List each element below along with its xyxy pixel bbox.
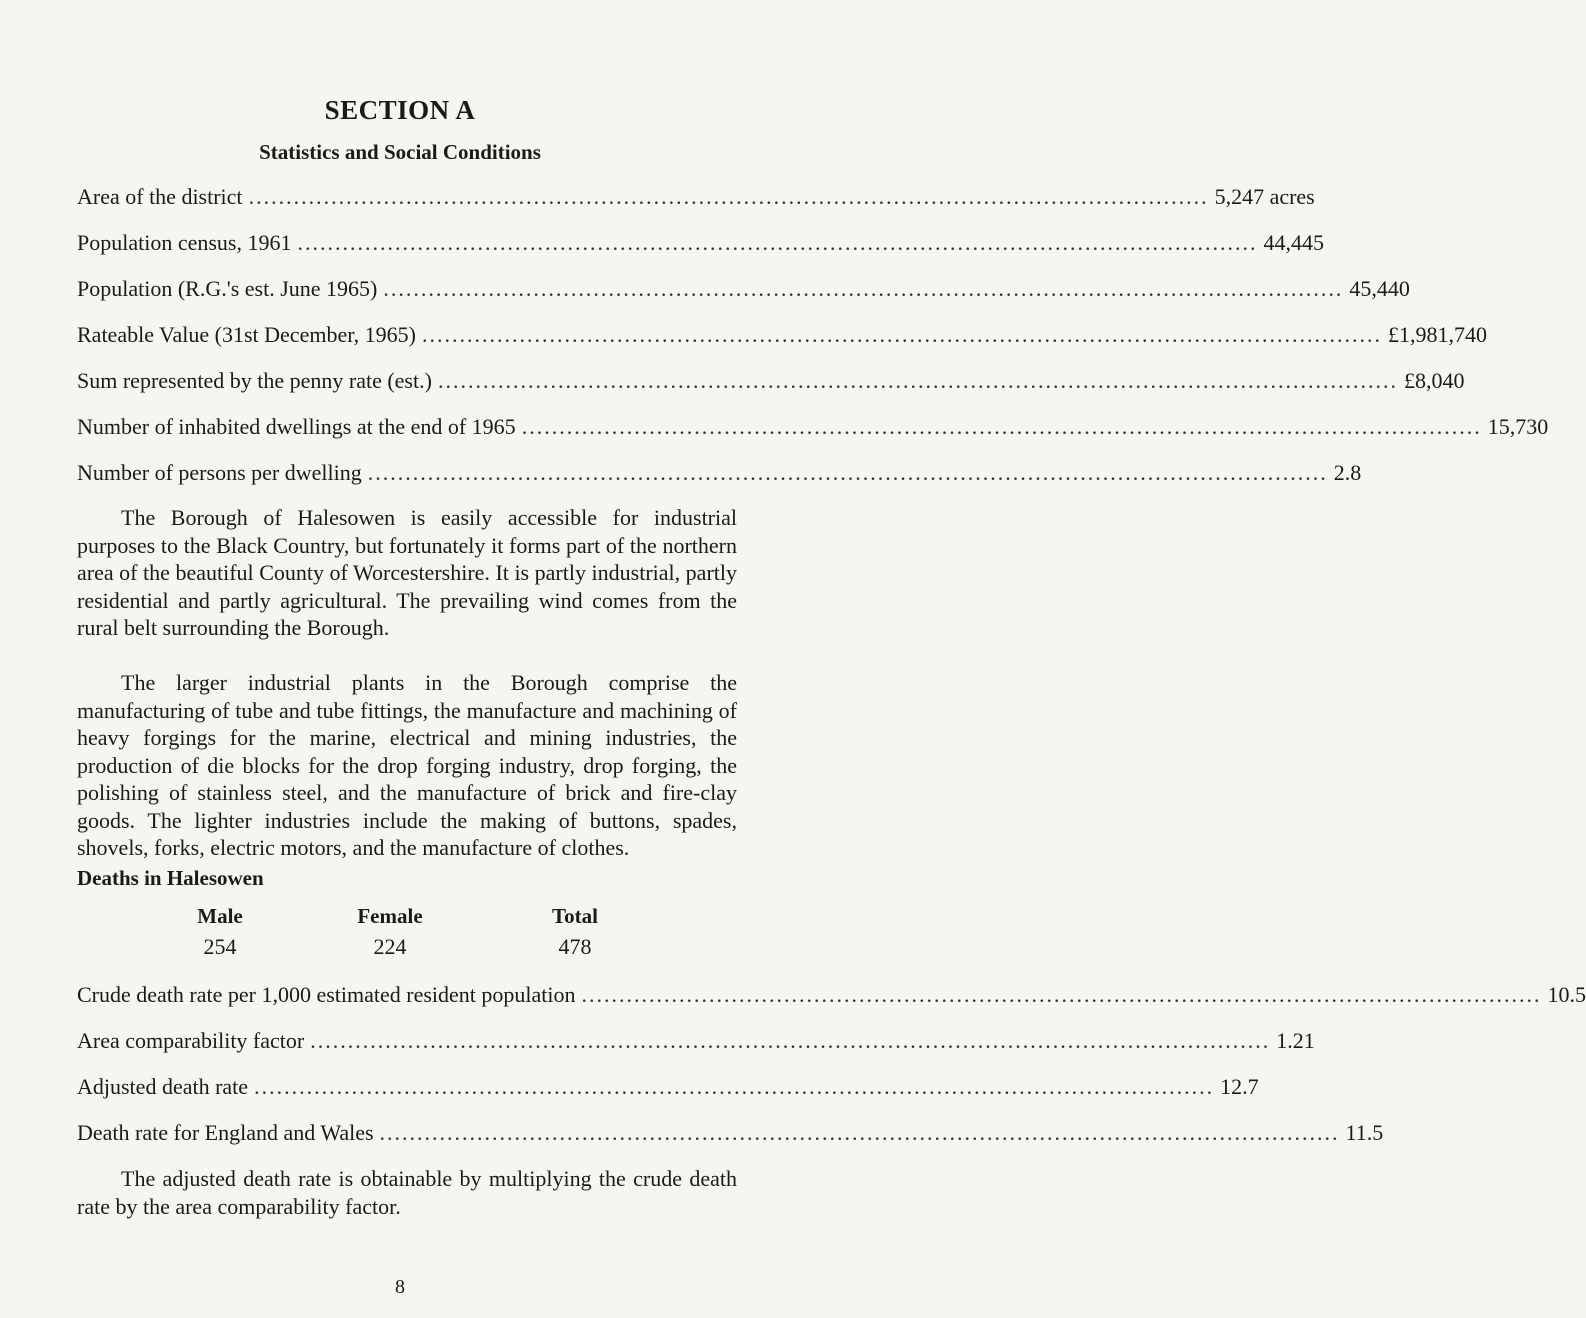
deaths-column-value: 224	[373, 934, 407, 959]
stat-label: Population (R.G.'s est. June 1965)	[77, 276, 378, 301]
stat-label: Number of persons per dwelling	[77, 460, 362, 485]
stat-value: 5,247 acres	[1214, 184, 1315, 209]
section-subtitle: Statistics and Social Conditions	[259, 140, 541, 164]
rate-value: 12.7	[1220, 1074, 1259, 1099]
rate-row-crude-death-rate	[77, 982, 1586, 1008]
deaths-heading: Deaths in Halesowen	[77, 866, 264, 890]
stat-value: 44,445	[1263, 230, 1324, 255]
dot-leader: ................................................................................................................................	[383, 276, 1344, 301]
deaths-column-header: Total	[552, 904, 598, 928]
rate-row-adjusted-death-rate	[77, 1074, 1259, 1100]
paragraph-note: The adjusted death rate is obtainable by multiplying the crude death rate by the area comparability factor.	[77, 1166, 737, 1219]
dot-leader: ................................................................................................................................	[437, 368, 1398, 393]
rate-value: 11.5	[1345, 1120, 1384, 1145]
dot-leader: ................................................................................................................................	[310, 1028, 1271, 1053]
deaths-column-header: Male	[197, 904, 243, 928]
stat-value: 15,730	[1487, 414, 1549, 439]
deaths-column-value: 478	[558, 934, 592, 959]
stat-label: Rateable Value (31st December, 1965)	[77, 322, 416, 347]
rate-label: Death rate for England and Wales	[77, 1120, 374, 1145]
paragraph-industries: The larger industrial plants in the Borough comprise the manufacturing of tube and tube fittings, the manufacture and machining of heavy forgings for the marine, electrical and mining industries, the production of die blocks for the drop forging industry, drop forging, the polishing of stainless steel, and the manufacture of brick and fire-clay goods. The lighter industries include the making of buttons, spades, shovels, forks, electric motors, and the manufacture of clothes.	[77, 670, 737, 860]
stat-value: £8,040	[1403, 368, 1465, 393]
dot-leader: ................................................................................................................................	[297, 230, 1258, 255]
stat-row-population-census	[77, 230, 1324, 256]
stat-row-persons-per-dwelling	[77, 460, 1362, 486]
stat-row-dwellings	[77, 414, 1549, 440]
page-number: 8	[395, 1276, 405, 1298]
rate-value: 10.5	[1547, 982, 1586, 1007]
rate-label: Area comparability factor	[77, 1028, 305, 1053]
rate-value: 1.21	[1276, 1028, 1315, 1053]
dot-leader: ................................................................................................................................	[379, 1120, 1340, 1145]
deaths-column-header: Female	[357, 904, 423, 928]
stat-label: Population census, 1961	[77, 230, 292, 255]
rate-label: Crude death rate per 1,000 estimated resident population	[77, 982, 576, 1007]
stat-row-population-est	[77, 276, 1410, 302]
dot-leader: ................................................................................................................................	[248, 184, 1209, 209]
stat-value: 45,440	[1349, 276, 1410, 301]
dot-leader: ................................................................................................................................	[254, 1074, 1215, 1099]
dot-leader: ................................................................................................................................	[521, 414, 1482, 439]
stat-label: Number of inhabited dwellings at the end of 1965	[77, 414, 516, 439]
dot-leader: ................................................................................................................................	[581, 982, 1542, 1007]
rate-label: Adjusted death rate	[77, 1074, 249, 1099]
stat-row-rateable-value	[77, 322, 1487, 348]
rate-row-england-wales	[77, 1120, 1384, 1146]
stat-label: Area of the district	[77, 184, 243, 209]
dot-leader: ................................................................................................................................	[421, 322, 1382, 347]
section-title: SECTION A	[324, 95, 476, 125]
stat-label: Sum represented by the penny rate (est.)	[77, 368, 432, 393]
stat-row-penny-rate	[77, 368, 1465, 394]
dot-leader: ................................................................................................................................	[367, 460, 1328, 485]
stat-value: £1,981,740	[1387, 322, 1487, 347]
stat-value: 2.8	[1333, 460, 1362, 485]
deaths-column-value: 254	[203, 934, 237, 959]
paragraph-description: The Borough of Halesowen is easily accessible for industrial purposes to the Black Country, but fortunately it forms part of the northern area of the beautiful County of Worcestershire. It is partly industrial, partly residential and partly agricultural. The prevailing wind comes from the rural belt surrounding the Borough.	[77, 505, 737, 640]
stat-row-area	[77, 184, 1315, 210]
rate-row-comparability-factor	[77, 1028, 1315, 1054]
